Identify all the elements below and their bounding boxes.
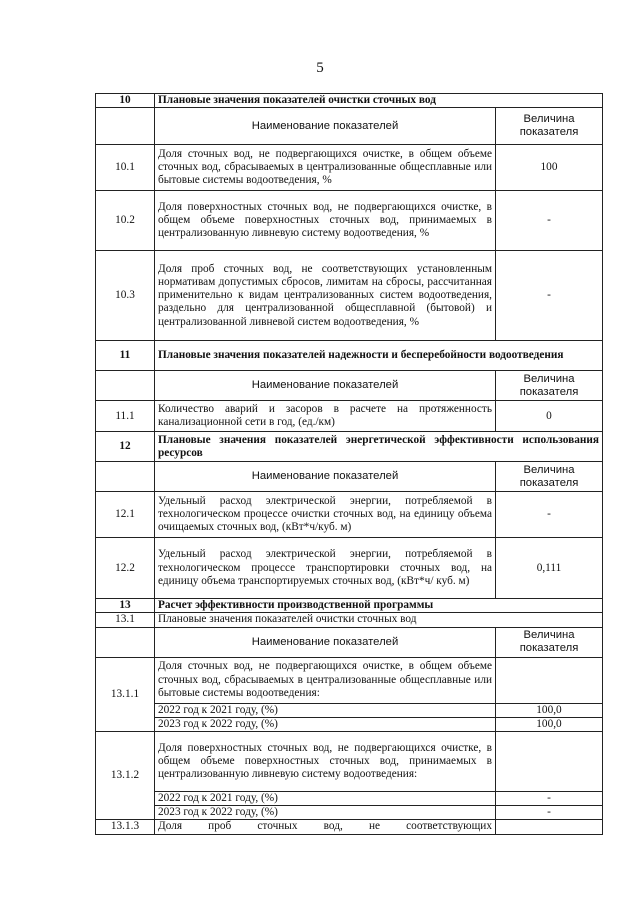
column-header-name: Наименование показателей bbox=[155, 371, 496, 401]
row-value: 100 bbox=[496, 145, 603, 191]
year-row bbox=[96, 717, 603, 731]
table-row bbox=[96, 492, 603, 538]
section-number: 10 bbox=[96, 94, 155, 108]
section-10-header bbox=[96, 94, 603, 108]
section-12-header bbox=[96, 432, 603, 462]
row-text: Доля сточных вод, не подвергающихся очистке, в общем объеме сточных вод, сбрасываемых в централизованные общесплавные или бытовые системы водоотведения, % bbox=[155, 145, 496, 191]
row-number: 11.1 bbox=[96, 401, 155, 432]
row-text: Доля проб сточных вод, не соответствующих bbox=[155, 820, 496, 834]
year-label: 2022 год к 2021 году, (%) bbox=[155, 703, 496, 717]
table-row bbox=[96, 401, 603, 432]
row-number: 10.1 bbox=[96, 145, 155, 191]
table-row bbox=[96, 732, 603, 792]
row-number: 12.1 bbox=[96, 492, 155, 538]
subsection-13-1 bbox=[96, 613, 603, 627]
column-header-name: Наименование показателей bbox=[155, 108, 496, 145]
year-value: - bbox=[496, 806, 603, 820]
empty-cell bbox=[496, 820, 603, 834]
empty-cell bbox=[96, 371, 155, 401]
row-number: 13.1.2 bbox=[96, 732, 155, 820]
table-row bbox=[96, 145, 603, 191]
empty-cell bbox=[96, 108, 155, 145]
column-header-value: Величина показателя bbox=[496, 371, 603, 401]
year-value: 100,0 bbox=[496, 717, 603, 731]
empty-cell bbox=[96, 627, 155, 657]
row-number: 13.1.1 bbox=[96, 657, 155, 731]
table-row bbox=[96, 191, 603, 251]
year-row bbox=[96, 703, 603, 717]
section-number: 12 bbox=[96, 432, 155, 462]
empty-cell bbox=[496, 732, 603, 792]
column-header-name: Наименование показателей bbox=[155, 462, 496, 492]
row-text: Удельный расход электрической энергии, потребляемой в технологическом процессе очистки сточных вод, на единицу объема очищаемых сточных вод, (кВт*ч/куб. м) bbox=[155, 492, 496, 538]
empty-cell bbox=[496, 657, 603, 703]
row-text: Доля сточных вод, не подвергающихся очистке, в общем объеме сточных вод, сбрасываемых в централизованные общесплавные или бытовые системы водоотведения: bbox=[155, 657, 496, 703]
column-header-value: Величина показателя bbox=[496, 108, 603, 145]
empty-cell bbox=[96, 462, 155, 492]
section-number: 11 bbox=[96, 341, 155, 371]
year-label: 2022 год к 2021 году, (%) bbox=[155, 792, 496, 806]
column-header-value: Величина показателя bbox=[496, 462, 603, 492]
table-row bbox=[96, 251, 603, 341]
row-number: 13.1.3 bbox=[96, 820, 155, 834]
year-row bbox=[96, 792, 603, 806]
row-number: 10.2 bbox=[96, 191, 155, 251]
year-value: - bbox=[496, 792, 603, 806]
row-value: - bbox=[496, 191, 603, 251]
subsection-title: Плановые значения показателей очистки сточных вод bbox=[155, 613, 603, 627]
table-row bbox=[96, 820, 603, 834]
section-title: Плановые значения показателей надежности и бесперебойности водоотведения bbox=[155, 341, 603, 371]
table-row bbox=[96, 657, 603, 703]
row-value: 0,111 bbox=[496, 538, 603, 599]
table-header-row bbox=[96, 108, 603, 145]
column-header-name: Наименование показателей bbox=[155, 627, 496, 657]
year-label: 2023 год к 2022 году, (%) bbox=[155, 717, 496, 731]
row-text: Доля проб сточных вод, не соответствующих установленным нормативам допустимых сбросов, лимитам на сбросы, рассчитанная применительно к видам централизованных систем водоотведения, раздельно для централизованной общесплавной (бытовой) и централизованной ливневой систем водоотведения, % bbox=[155, 251, 496, 341]
row-value: - bbox=[496, 251, 603, 341]
subsection-number: 13.1 bbox=[96, 613, 155, 627]
year-row bbox=[96, 806, 603, 820]
row-value: - bbox=[496, 492, 603, 538]
row-text: Удельный расход электрической энергии, потребляемой в технологическом процессе транспортировки сточных вод, на единицу объема транспортируемых сточных вод, (кВт*ч/ куб. м) bbox=[155, 538, 496, 599]
row-text: Количество аварий и засоров в расчете на протяженность канализационной сети в год, (ед./км) bbox=[155, 401, 496, 432]
section-title: Расчет эффективности производственной программы bbox=[155, 599, 603, 613]
section-title: Плановые значения показателей очистки сточных вод bbox=[155, 94, 603, 108]
year-label: 2023 год к 2022 году, (%) bbox=[155, 806, 496, 820]
table-header-row bbox=[96, 371, 603, 401]
section-number: 13 bbox=[96, 599, 155, 613]
row-text: Доля поверхностных сточных вод, не подвергающихся очистке, в общем объеме поверхностных сточных вод, принимаемых в централизованную ливневую систему водоотведения: bbox=[155, 732, 496, 792]
table-row bbox=[96, 538, 603, 599]
table-header-row bbox=[96, 462, 603, 492]
row-text: Доля поверхностных сточных вод, не подвергающихся очистке, в общем объеме поверхностных сточных вод, принимаемых в централизованную ливневую систему водоотведения, % bbox=[155, 191, 496, 251]
page-number: 5 bbox=[316, 60, 324, 76]
row-value: 0 bbox=[496, 401, 603, 432]
column-header-value: Величина показателя bbox=[496, 627, 603, 657]
section-title: Плановые значения показателей энергетической эффективности использования ресурсов bbox=[155, 432, 603, 462]
section-11-header bbox=[96, 341, 603, 371]
indicators-table bbox=[95, 93, 603, 835]
row-number: 10.3 bbox=[96, 251, 155, 341]
row-number: 12.2 bbox=[96, 538, 155, 599]
section-13-header bbox=[96, 599, 603, 613]
year-value: 100,0 bbox=[496, 703, 603, 717]
table-header-row bbox=[96, 627, 603, 657]
